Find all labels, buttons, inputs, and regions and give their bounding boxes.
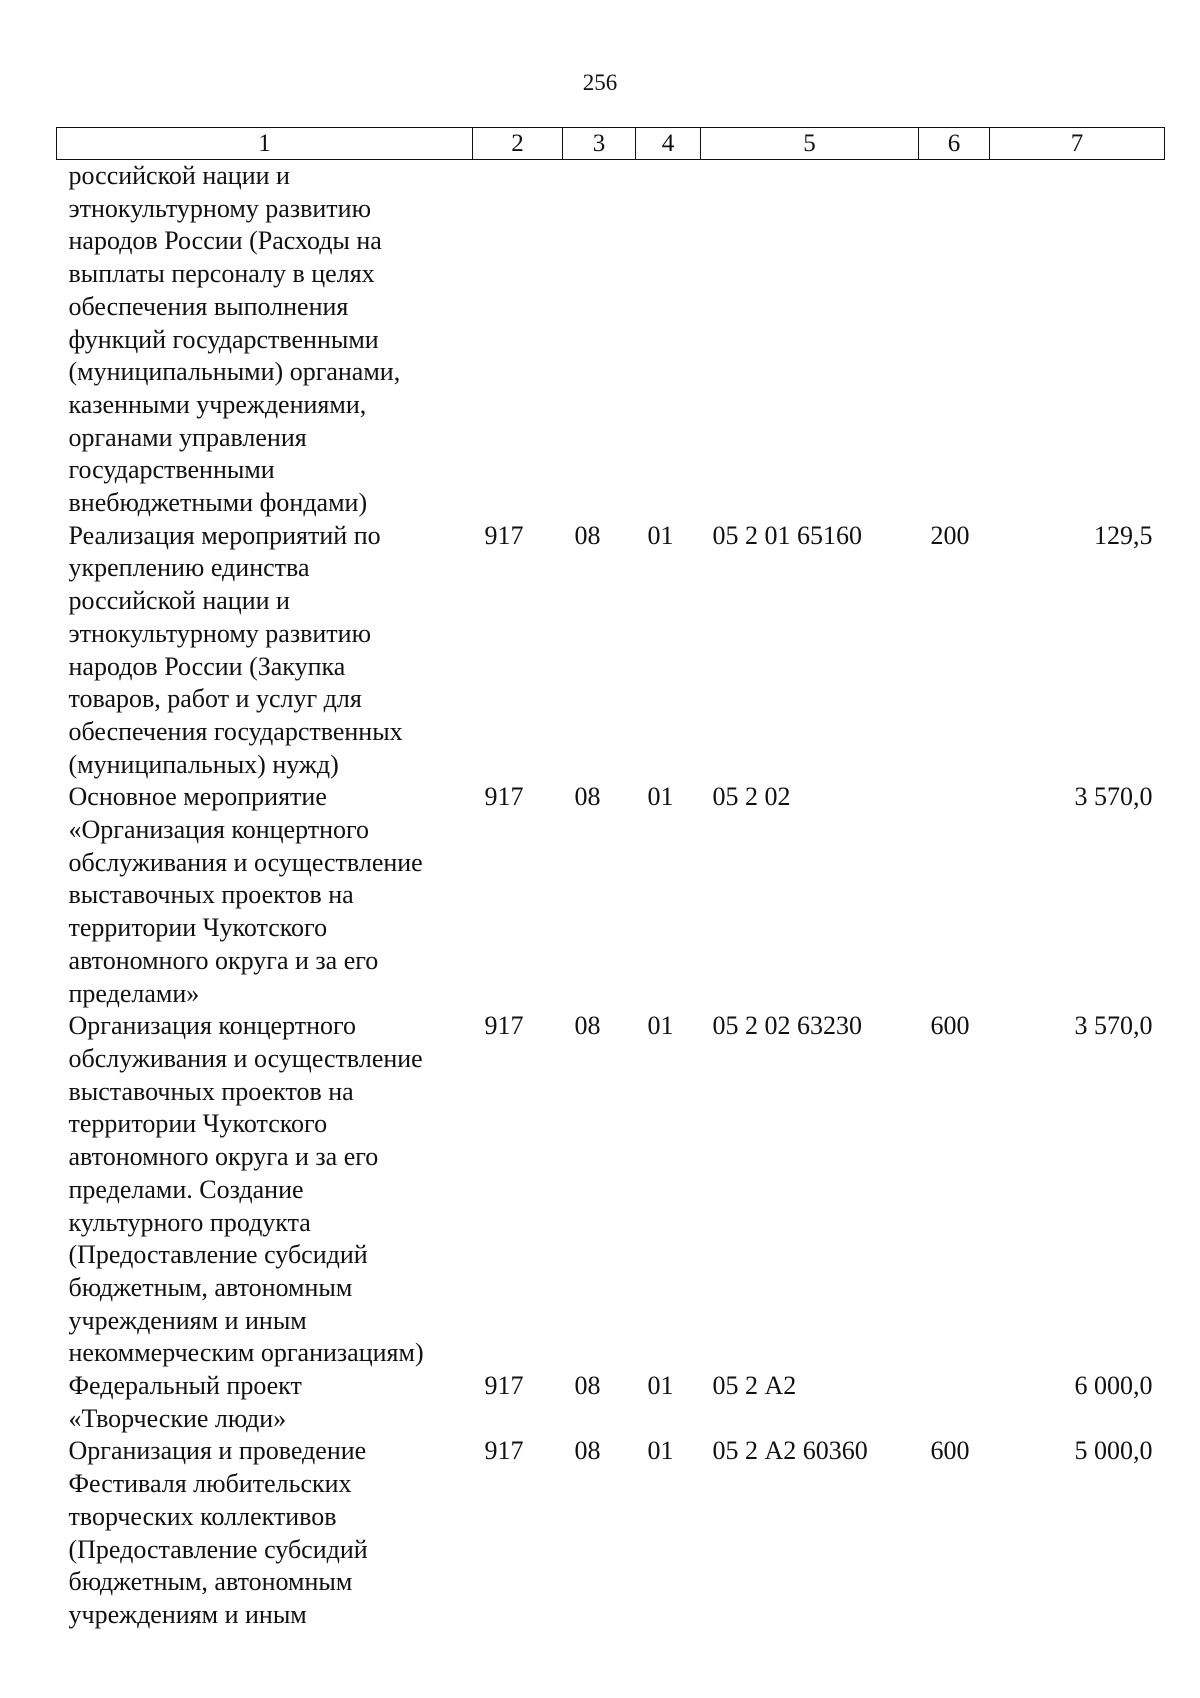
row-name-text: Основное мероприятие «Организация концертного обслуживания и осуществление выставочных проектов на территории Чукотского автономного округа и за его пределами» [68,782,423,1008]
row-name [57,1435,473,1631]
table-row [57,520,1165,782]
cell-col5: 05 2 02 63230 [712,1011,862,1041]
column-header-7: 7 [990,128,1165,160]
cell-amount: 3 570,0 [1074,782,1153,812]
cell-col5: 05 2 01 65160 [712,520,862,550]
table-row [57,1435,1165,1631]
cell-col4: 01 [647,520,674,550]
column-header-2: 2 [473,128,563,160]
row-name [57,1010,473,1370]
column-header-1: 1 [57,128,473,160]
cell-col2: 917 [484,1371,524,1401]
cell-col5: 05 2 А2 60360 [712,1436,868,1466]
row-name-text: российской нации и этнокультурному развитию народов России (Расходы на выплаты персоналу в целях обеспечения выполнения функций государственными (муниципальными) органами, казенными учреждениями, органами управления государственными внебюджетными фондами) [68,161,401,518]
cell-col5: 05 2 А2 [712,1371,797,1401]
cell-col3: 08 [574,1436,601,1466]
cell-col5 [701,160,919,520]
row-name [57,160,473,520]
cell-col3: 08 [574,782,601,812]
cell-col3: 08 [574,520,601,550]
cell-col4 [636,160,701,520]
column-header-5: 5 [701,128,919,160]
column-header-4: 4 [636,128,701,160]
row-name-text: Организация и проведение Фестиваля любительских творческих коллективов (Предоставление субсидий бюджетным, автономным учреждениям и иным [68,1436,368,1629]
column-header-6: 6 [919,128,990,160]
cell-amount: 3 570,0 [1074,1011,1153,1041]
row-name-text: Организация концертного обслуживания и осуществление выставочных проектов на территории Чукотского автономного округа и за его пределами. Создание культурного продукта (Предоставление субсидий бюджетным, автономным учреждениям и иным некоммерческим организациям) [68,1011,424,1368]
page-number: 256 [582,70,618,95]
cell-col6 [919,781,990,1010]
table-header-row [57,128,1165,160]
cell-col6: 600 [930,1011,970,1041]
row-name [57,520,473,782]
cell-col4: 01 [647,1371,674,1401]
cell-col6: 600 [930,1436,970,1466]
cell-col2: 917 [484,1011,524,1041]
table-row [57,781,1165,1010]
row-name-text: Федеральный проект «Творческие люди» [68,1371,302,1433]
cell-col3: 08 [574,1011,601,1041]
row-name-text: Реализация мероприятий по укреплению единства российской нации и этнокультурному развитию народов России (Закупка товаров, работ и услуг для обеспечения государственных (муниципальных) нужд) [68,520,403,779]
table-row [57,1370,1165,1435]
row-name [57,781,473,1010]
cell-col4: 01 [647,782,674,812]
cell-col3 [563,160,636,520]
cell-amount [990,160,1165,520]
cell-col3: 08 [574,1371,601,1401]
cell-col2: 917 [484,520,524,550]
cell-col5: 05 2 02 [712,782,791,812]
cell-amount: 5 000,0 [1074,1436,1153,1466]
budget-table [56,127,1165,1632]
cell-col6 [919,1370,990,1435]
cell-col2: 917 [484,782,524,812]
cell-col6: 200 [930,520,970,550]
cell-amount: 129,5 [1094,520,1153,550]
cell-col6 [919,160,990,520]
cell-col4: 01 [647,1436,674,1466]
column-header-3: 3 [563,128,636,160]
cell-amount: 6 000,0 [1074,1371,1153,1401]
cell-col4: 01 [647,1011,674,1041]
table-row [57,1010,1165,1370]
cell-col2 [473,160,563,520]
table-row [57,160,1165,520]
cell-col2: 917 [484,1436,524,1466]
row-name [57,1370,473,1435]
